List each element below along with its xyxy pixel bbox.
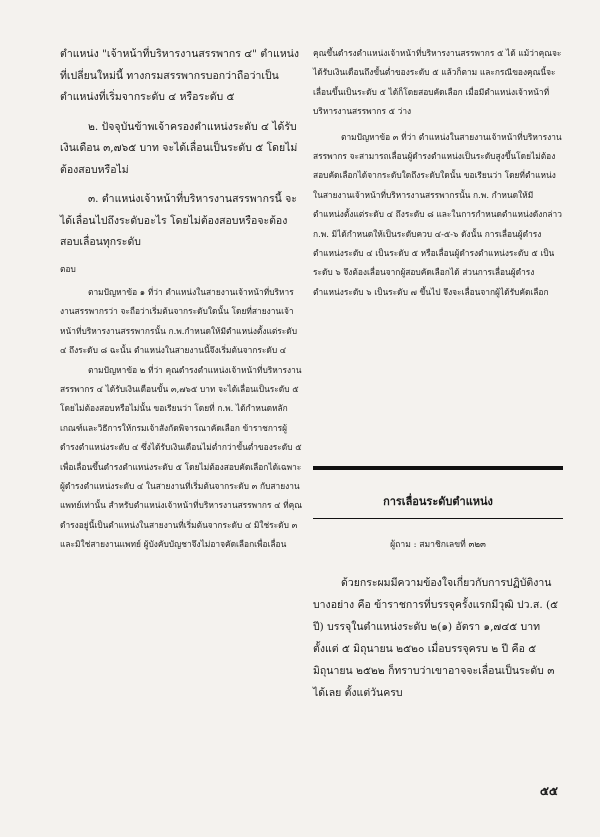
section-title: การเลื่อนระดับตำแหน่ง [383, 495, 493, 508]
question-paragraph-1: ตำแหน่ง "เจ้าหน้าที่บริหารงานสรรพากร ๔" ตำแหน่งที่เปลี่ยนใหม่นี้ ทางกรมสรรพากรบอกว่าถือว่าเป็นตำแหน่งที่เริ่มจากระดับ ๔ หรือระดับ ๕ [60, 48, 300, 103]
answer-paragraph-3: ตามปัญหาข้อ ๓ ที่ว่า ตำแหน่งในสายงานเจ้าหน้าที่บริหารงานสรรพากร จะสามารถเลื่อนผู้ดำรงตำแหน่งเป็นระดับสูงขึ้นโดยไม่ต้องสอบคัดเลือกได้จากระดับใดถึงระดับใดนั้น ขอเรียนว่า โดยที่ตำแหน่งในสายงานเจ้าหน้าที่บริหารงานสรรพากรนั้น ก.พ. กำหนดให้มีตำแหน่งตั้งแต่ระดับ ๔ ถึงระดับ ๘ และในการกำหนดตำแหน่งดังกล่าว ก.พ. มิได้กำหนดให้เป็นระดับควบ ๔-๕-๖ ดังนั้น การเลื่อนผู้ดำรงตำแหน่งระดับ ๔ เป็นระดับ ๕ หรือเลื่อนผู้ดำรงตำแหน่งระดับ ๕ เป็นระดับ ๖ จึงต้องเลื่อนจากผู้สอบคัดเลือกได้ ส่วนการเลื่อนผู้ดำรงตำแหน่งระดับ ๖ เป็นระดับ ๗ ขึ้นไป จึงจะเลื่อนจากผู้ได้รับคัดเลือก [313, 131, 562, 297]
answer-paragraph-1: ตามปัญหาข้อ ๑ ที่ว่า ตำแหน่งในสายงานเจ้าหน้าที่บริหารงานสรรพากรว่า จะถือว่าเริ่มต้นจากระดับใดนั้น โดยที่สายงานเจ้าหน้าที่บริหารงานสรรพากรนั้น ก.พ.กำหนดให้มีตำแหน่งตั้งแต่ระดับ ๔ ถึงระดับ ๘ ฉะนั้น ตำแหน่งในสายงานนี้จึงเริ่มต้นจากระดับ ๔ [60, 286, 298, 356]
right-column [313, 44, 563, 302]
question-paragraph-3: ๓. ตำแหน่งเจ้าหน้าที่บริหารงานสรรพากรนี้ จะได้เลื่อนไปถึงระดับอะไร โดยไม่ต้องสอบหรือจะต้องสอบเลื่อนทุกระดับ [60, 193, 297, 248]
question-paragraph-2: ๒. ปัจจุบันข้าพเจ้าครองตำแหน่งระดับ ๔ ได้รับเงินเดือน ๓,๗๖๕ บาท จะได้เลื่อนเป็นระดับ ๕ โดยไม่ต้องสอบหรือไม่ [60, 120, 298, 176]
answer-label: ตอบ [60, 263, 76, 274]
question-block [313, 572, 563, 704]
left-column [60, 44, 305, 555]
byline: ผู้ถาม : สมาชิกเลขที่ ๓๒๓ [390, 540, 486, 550]
answer-continuation: คุณขึ้นดำรงตำแหน่งเจ้าหน้าที่บริหารงานสรรพากร ๕ ได้ แม้ว่าคุณจะได้รับเงินเดือนถึงขั้นต่ำของระดับ ๕ แล้วก็ตาม และกรณีของคุณนี้จะเลื่อนขึ้นเป็นระดับ ๕ ได้ก็โดยสอบคัดเลือก เมื่อมีตำแหน่งเจ้าหน้าที่บริหารงานสรรพากร ๕ ว่าง [313, 48, 562, 117]
page-number: ๕๕ [539, 784, 558, 798]
section-rule-top [313, 466, 563, 470]
question-paragraph: ด้วยกระผมมีความข้องใจเกี่ยวกับการปฏิบัติงานบางอย่าง คือ ข้าราชการที่บรรจุครั้งแรกมีวุฒิ ปว.ส. (๕ ปี) บรรจุในตำแหน่งระดับ ๒(๑) อัตรา ๑,๗๔๕ บาท ตั้งแต่ ๕ มิถุนายน ๒๕๒๐ เมื่อบรรจุครบ ๒ ปี คือ ๕ มิถุนายน ๒๕๒๒ ก็ทราบว่าเขาอาจจะเลื่อนเป็นระดับ ๓ ได้เลย ตั้งแต่วันครบ [313, 577, 559, 699]
section-rule-bottom [313, 518, 563, 519]
answer-paragraph-2: ตามปัญหาข้อ ๒ ที่ว่า คุณดำรงตำแหน่งเจ้าหน้าที่บริหารงานสรรพากร ๔ ได้รับเงินเดือนขั้น ๓,๗๖๕ บาท จะได้เลื่อนเป็นระดับ ๕ โดยไม่ต้องสอบหรือไม่นั้น ขอเรียนว่า โดยที่ ก.พ. ได้กำหนดหลักเกณฑ์และวิธีการให้กรมเจ้าสังกัดพิจารณาคัดเลือก ข้าราชการผู้ดำรงตำแหน่งระดับ ๔ ซึ่งได้รับเงินเดือนไม่ต่ำกว่าขั้นต่ำของระดับ ๕ เพื่อเลื่อนขึ้นดำรงตำแหน่งระดับ ๕ โดยไม่ต้องสอบคัดเลือกได้เฉพาะผู้ดำรงตำแหน่งระดับ ๔ ในสายงานที่เริ่มต้นจากระดับ ๓ กับสายงานแพทย์เท่านั้น สำหรับตำแหน่งเจ้าหน้าที่บริหารงานสรรพากร ๔ ที่คุณดำรงอยู่นี้เป็นตำแหน่งในสายงานที่เริ่มต้นจากระดับ ๔ มิใช่ระดับ ๓ และมิใช่สายงานแพทย์ ผู้บังคับบัญชาจึงไม่อาจคัดเลือกเพื่อเลื่อน [60, 364, 303, 550]
